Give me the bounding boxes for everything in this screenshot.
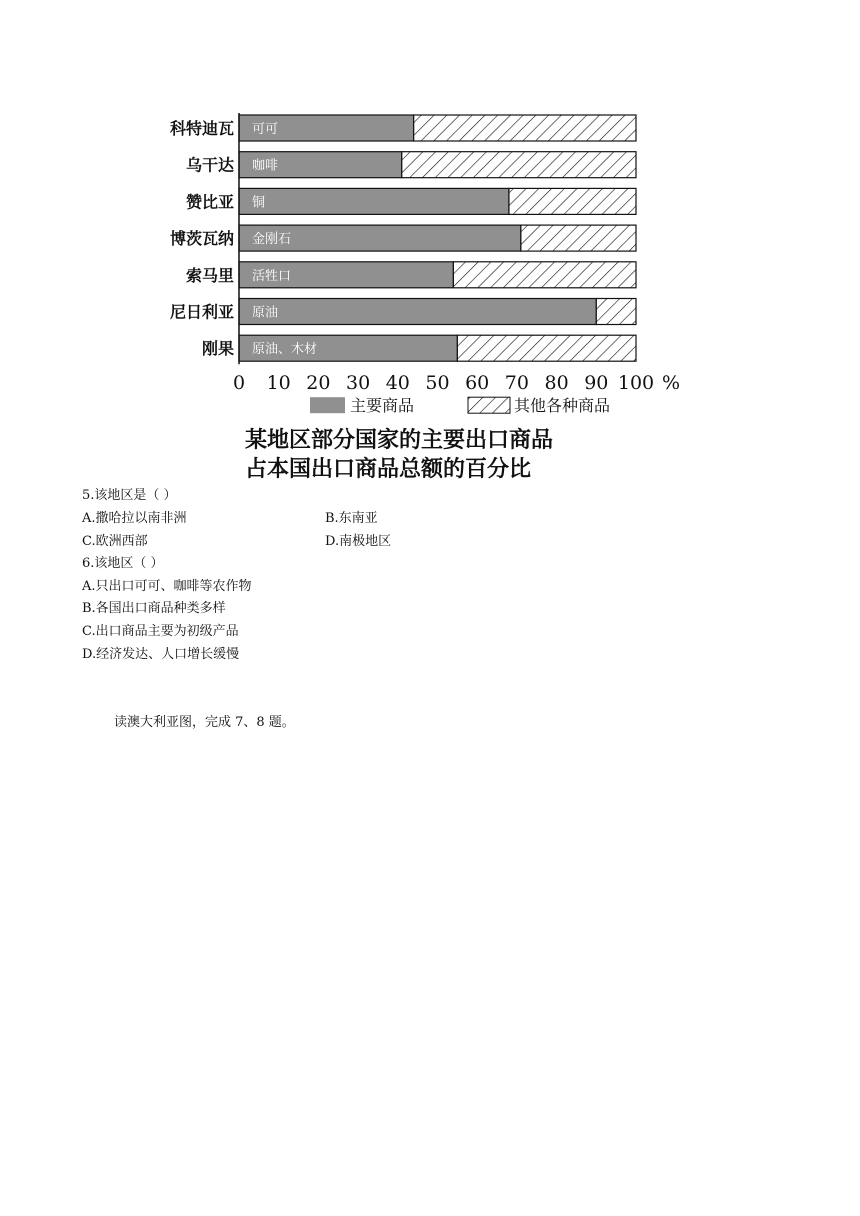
question-5-option-a[interactable]: A.撒哈拉以南非洲: [82, 511, 187, 526]
bar-other-commodities: [521, 225, 636, 251]
legend-label-other: 其他各种商品: [514, 396, 611, 416]
x-tick-label: 40: [385, 372, 410, 395]
bar-main-commodity: [239, 299, 596, 325]
question-6-option-b[interactable]: B.各国出口商品种类多样: [82, 601, 226, 616]
bar-other-commodities: [453, 262, 636, 288]
country-label: 索马里: [185, 265, 234, 285]
legend-label-main: 主要商品: [350, 396, 415, 416]
commodity-label: 可可: [252, 122, 279, 137]
question-5-option-b[interactable]: B.东南亚: [325, 511, 378, 526]
commodity-label: 铜: [252, 195, 266, 211]
bar-main-commodity: [239, 188, 509, 214]
country-label: 刚果: [201, 339, 234, 359]
country-label: 乌干达: [185, 155, 234, 175]
x-tick-label: 100: [617, 372, 655, 395]
country-label: 科特迪瓦: [169, 119, 234, 138]
legend-swatch-main: [310, 397, 345, 413]
x-tick-label: 60: [465, 372, 490, 395]
x-tick-label: 80: [544, 372, 569, 395]
country-label: 尼日利亚: [169, 302, 234, 322]
questions-7-8-intro: 读澳大利亚图，完成 7、8 题。: [114, 715, 295, 730]
question-5-option-c[interactable]: C.欧洲西部: [82, 534, 148, 549]
commodity-label: 原油: [252, 305, 279, 321]
bar-other-commodities: [509, 188, 636, 214]
question-5-stem: 5.该地区是（ ）: [82, 488, 177, 503]
chart-title-line: 某地区部分国家的主要出口商品: [245, 428, 554, 454]
commodity-label: 原油、木材: [252, 342, 318, 358]
x-unit-label: %: [661, 372, 681, 395]
bar-other-commodities: [596, 299, 636, 325]
x-tick-label: 90: [584, 372, 609, 395]
bar-other-commodities: [414, 115, 636, 141]
x-tick-label: 20: [306, 372, 331, 395]
bar-other-commodities: [402, 152, 636, 178]
bar-other-commodities: [457, 335, 636, 361]
commodity-label: 金刚石: [252, 232, 292, 248]
question-6-option-d[interactable]: D.经济发达、人口增长缓慢: [82, 647, 240, 662]
country-label: 博茨瓦纳: [169, 229, 234, 249]
question-6-stem: 6.该地区（ ）: [82, 556, 164, 571]
commodity-label: 咖啡: [252, 158, 279, 174]
question-6-option-a[interactable]: A.只出口可可、咖啡等农作物: [82, 579, 252, 594]
x-tick-label: 50: [425, 372, 450, 395]
export-chart: [150, 106, 710, 486]
question-6-option-c[interactable]: C.出口商品主要为初级产品: [82, 624, 239, 639]
x-tick-label: 30: [346, 372, 371, 395]
legend-swatch-other: [468, 397, 510, 413]
country-label: 赞比亚: [185, 192, 234, 212]
x-tick-label: 10: [266, 372, 291, 395]
x-tick-label: 70: [504, 372, 529, 395]
question-5-option-d[interactable]: D.南极地区: [325, 534, 392, 549]
chart-title-line: 占本国出口商品总额的百分比: [245, 457, 532, 483]
x-tick-label: 0: [232, 372, 246, 395]
commodity-label: 活牲口: [252, 268, 292, 284]
